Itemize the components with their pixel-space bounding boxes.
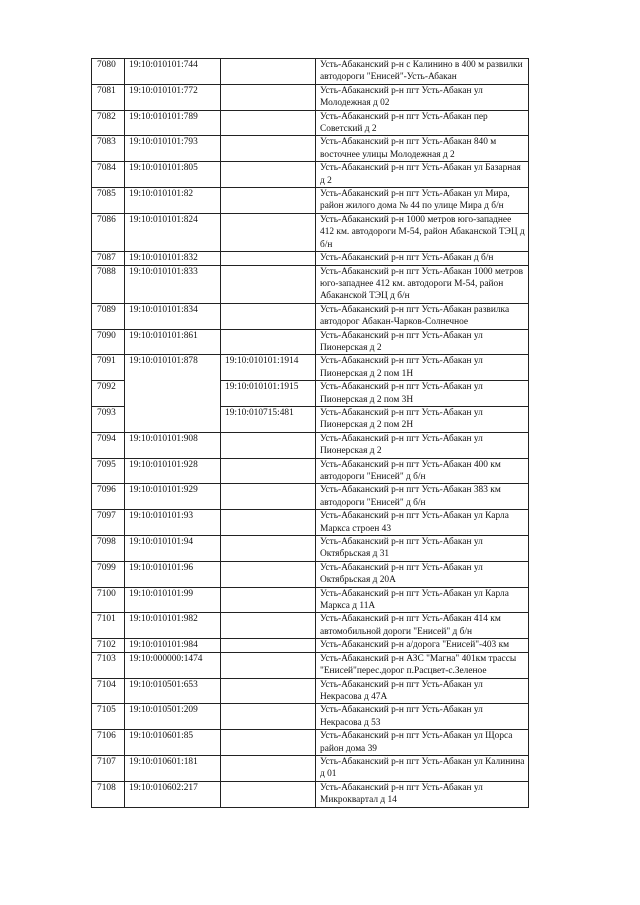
table-row: [92, 458, 529, 484]
address: Усть-Абаканский р-н пгт Усть-Абакан ул Некрасова д 47А: [316, 678, 529, 704]
cadastral-number: 19:10:010101:789: [125, 110, 221, 136]
table-row: [92, 781, 529, 807]
address: Усть-Абаканский р-н пгт Усть-Абакан ул Октябрьская д 31: [316, 536, 529, 562]
table-row: [92, 265, 529, 303]
linked-cadastral-number: [221, 730, 316, 756]
cadastral-number: 19:10:010101:834: [125, 303, 221, 329]
row-number: 7102: [92, 639, 125, 652]
address: Усть-Абаканский р-н пгт Усть-Абакан ул Пионерская д 2 пом 2Н: [316, 406, 529, 432]
row-number: 7099: [92, 561, 125, 587]
linked-cadastral-number: 19:10:010101:1915: [221, 381, 316, 407]
cadastral-number: 19:10:010101:772: [125, 84, 221, 110]
row-number: 7104: [92, 678, 125, 704]
linked-cadastral-number: [221, 510, 316, 536]
cadastral-number: 19:10:010601:85: [125, 730, 221, 756]
address: Усть-Абаканский р-н пгт Усть-Абакан 400 км автодороги "Енисей" д б/н: [316, 458, 529, 484]
cadastral-number: 19:10:010601:181: [125, 755, 221, 781]
address: Усть-Абаканский р-н АЗС "Магна" 401км трассы "Енисей"перес.дорог п.Расцвет-с.Зеленое: [316, 652, 529, 678]
cadastral-number: 19:10:010101:878: [125, 355, 221, 432]
linked-cadastral-number: [221, 265, 316, 303]
address: Усть-Абаканский р-н с Калинино в 400 м развилки автодороги "Енисей"-Усть-Абакан: [316, 59, 529, 85]
address: Усть-Абаканский р-н а/дорога "Енисей"-403 км: [316, 639, 529, 652]
linked-cadastral-number: [221, 252, 316, 265]
linked-cadastral-number: [221, 136, 316, 162]
linked-cadastral-number: [221, 110, 316, 136]
table-row: [92, 561, 529, 587]
row-number: 7084: [92, 162, 125, 188]
linked-cadastral-number: [221, 162, 316, 188]
address: Усть-Абаканский р-н пгт Усть-Абакан ул Карла Маркса д 11А: [316, 587, 529, 613]
property-table: [91, 58, 529, 808]
linked-cadastral-number: [221, 587, 316, 613]
address: Усть-Абаканский р-н 1000 метров юго-западнее 412 км. автодороги М-54, район Абаканской ТЭЦ д б/н: [316, 213, 529, 251]
address: Усть-Абаканский р-н пгт Усть-Абакан ул Молодежная д 02: [316, 84, 529, 110]
address: Усть-Абаканский р-н пгт Усть-Абакан 1000 метров юго-западнее 412 км. автодороги М-54, район Абаканской ТЭЦ д б/н: [316, 265, 529, 303]
table-row: [92, 652, 529, 678]
linked-cadastral-number: [221, 678, 316, 704]
linked-cadastral-number: [221, 781, 316, 807]
table-row: [92, 213, 529, 251]
row-number: 7090: [92, 329, 125, 355]
linked-cadastral-number: [221, 613, 316, 639]
table-row: [92, 355, 529, 381]
cadastral-number: 19:10:010501:209: [125, 704, 221, 730]
table-row: [92, 188, 529, 214]
row-number: 7092: [92, 381, 125, 407]
cadastral-number: 19:10:010101:832: [125, 252, 221, 265]
cadastral-number: 19:10:000000:1474: [125, 652, 221, 678]
linked-cadastral-number: [221, 536, 316, 562]
table-row: [92, 136, 529, 162]
linked-cadastral-number: [221, 639, 316, 652]
linked-cadastral-number: [221, 652, 316, 678]
linked-cadastral-number: [221, 213, 316, 251]
linked-cadastral-number: 19:10:010715:481: [221, 406, 316, 432]
row-number: 7083: [92, 136, 125, 162]
address: Усть-Абаканский р-н пгт Усть-Абакан развилка автодорог Абакан-Чарков-Солнечное: [316, 303, 529, 329]
address: Усть-Абаканский р-н пгт Усть-Абакан ул Пионерская д 2 пом 3Н: [316, 381, 529, 407]
address: Усть-Абаканский р-н пгт Усть-Абакан 414 км автомобильной дороги "Енисей" д б/н: [316, 613, 529, 639]
row-number: 7097: [92, 510, 125, 536]
row-number: 7098: [92, 536, 125, 562]
address: Усть-Абаканский р-н пгт Усть-Абакан д б/н: [316, 252, 529, 265]
row-number: 7093: [92, 406, 125, 432]
row-number: 7108: [92, 781, 125, 807]
cadastral-number: 19:10:010101:861: [125, 329, 221, 355]
address: Усть-Абаканский р-н пгт Усть-Абакан ул Микроквартал д 14: [316, 781, 529, 807]
address: Усть-Абаканский р-н пгт Усть-Абакан ул Калинина д 01: [316, 755, 529, 781]
row-number: 7094: [92, 432, 125, 458]
linked-cadastral-number: [221, 755, 316, 781]
row-number: 7100: [92, 587, 125, 613]
row-number: 7081: [92, 84, 125, 110]
linked-cadastral-number: [221, 704, 316, 730]
cadastral-number: 19:10:010101:805: [125, 162, 221, 188]
cadastral-number: 19:10:010101:94: [125, 536, 221, 562]
row-number: 7080: [92, 59, 125, 85]
linked-cadastral-number: 19:10:010101:1914: [221, 355, 316, 381]
row-number: 7107: [92, 755, 125, 781]
cadastral-number: 19:10:010501:653: [125, 678, 221, 704]
linked-cadastral-number: [221, 59, 316, 85]
table-row: [92, 110, 529, 136]
table-row: [92, 303, 529, 329]
cadastral-number: 19:10:010101:99: [125, 587, 221, 613]
table-row: [92, 755, 529, 781]
table-row: [92, 639, 529, 652]
document-page: [91, 58, 528, 808]
row-number: 7103: [92, 652, 125, 678]
address: Усть-Абаканский р-н пгт Усть-Абакан ул Некрасова д 53: [316, 704, 529, 730]
table-row: [92, 432, 529, 458]
table-row: [92, 252, 529, 265]
address: Усть-Абаканский р-н пгт Усть-Абакан ул Мира, район жилого дома № 44 по улице Мира д б/н: [316, 188, 529, 214]
table-row: [92, 613, 529, 639]
row-number: 7089: [92, 303, 125, 329]
linked-cadastral-number: [221, 458, 316, 484]
cadastral-number: 19:10:010101:833: [125, 265, 221, 303]
address: Усть-Абаканский р-н пгт Усть-Абакан ул Пионерская д 2 пом 1Н: [316, 355, 529, 381]
table-row: [92, 484, 529, 510]
row-number: 7082: [92, 110, 125, 136]
row-number: 7088: [92, 265, 125, 303]
row-number: 7091: [92, 355, 125, 381]
cadastral-number: 19:10:010101:982: [125, 613, 221, 639]
linked-cadastral-number: [221, 84, 316, 110]
address: Усть-Абаканский р-н пгт Усть-Абакан 383 км автодороги "Енисей" д б/н: [316, 484, 529, 510]
row-number: 7095: [92, 458, 125, 484]
address: Усть-Абаканский р-н пгт Усть-Абакан ул Пионерская д 2: [316, 432, 529, 458]
cadastral-number: 19:10:010101:96: [125, 561, 221, 587]
table-row: [92, 704, 529, 730]
linked-cadastral-number: [221, 561, 316, 587]
table-row: [92, 730, 529, 756]
address: Усть-Абаканский р-н пгт Усть-Абакан ул Пионерская д 2: [316, 329, 529, 355]
address: Усть-Абаканский р-н пгт Усть-Абакан ул Щорса район дома 39: [316, 730, 529, 756]
cadastral-number: 19:10:010101:984: [125, 639, 221, 652]
cadastral-number: 19:10:010101:744: [125, 59, 221, 85]
row-number: 7105: [92, 704, 125, 730]
table-row: [92, 510, 529, 536]
row-number: 7085: [92, 188, 125, 214]
linked-cadastral-number: [221, 329, 316, 355]
address: Усть-Абаканский р-н пгт Усть-Абакан 840 м восточнее улицы Молодежная д 2: [316, 136, 529, 162]
cadastral-number: 19:10:010101:82: [125, 188, 221, 214]
row-number: 7101: [92, 613, 125, 639]
cadastral-number: 19:10:010602:217: [125, 781, 221, 807]
linked-cadastral-number: [221, 188, 316, 214]
table-row: [92, 329, 529, 355]
table-row: [92, 536, 529, 562]
row-number: 7087: [92, 252, 125, 265]
cadastral-number: 19:10:010101:929: [125, 484, 221, 510]
address: Усть-Абаканский р-н пгт Усть-Абакан ул Карла Маркса строен 43: [316, 510, 529, 536]
linked-cadastral-number: [221, 484, 316, 510]
table-row: [92, 678, 529, 704]
table-row: [92, 84, 529, 110]
table-row: [92, 59, 529, 85]
cadastral-number: 19:10:010101:908: [125, 432, 221, 458]
address: Усть-Абаканский р-н пгт Усть-Абакан ул Октябрьская д 20А: [316, 561, 529, 587]
table-row: [92, 162, 529, 188]
table-row: [92, 587, 529, 613]
address: Усть-Абаканский р-н пгт Усть-Абакан ул Базарная д 2: [316, 162, 529, 188]
cadastral-number: 19:10:010101:793: [125, 136, 221, 162]
linked-cadastral-number: [221, 303, 316, 329]
address: Усть-Абаканский р-н пгт Усть-Абакан пер Советский д 2: [316, 110, 529, 136]
cadastral-number: 19:10:010101:928: [125, 458, 221, 484]
row-number: 7106: [92, 730, 125, 756]
linked-cadastral-number: [221, 432, 316, 458]
cadastral-number: 19:10:010101:824: [125, 213, 221, 251]
cadastral-number: 19:10:010101:93: [125, 510, 221, 536]
row-number: 7096: [92, 484, 125, 510]
row-number: 7086: [92, 213, 125, 251]
